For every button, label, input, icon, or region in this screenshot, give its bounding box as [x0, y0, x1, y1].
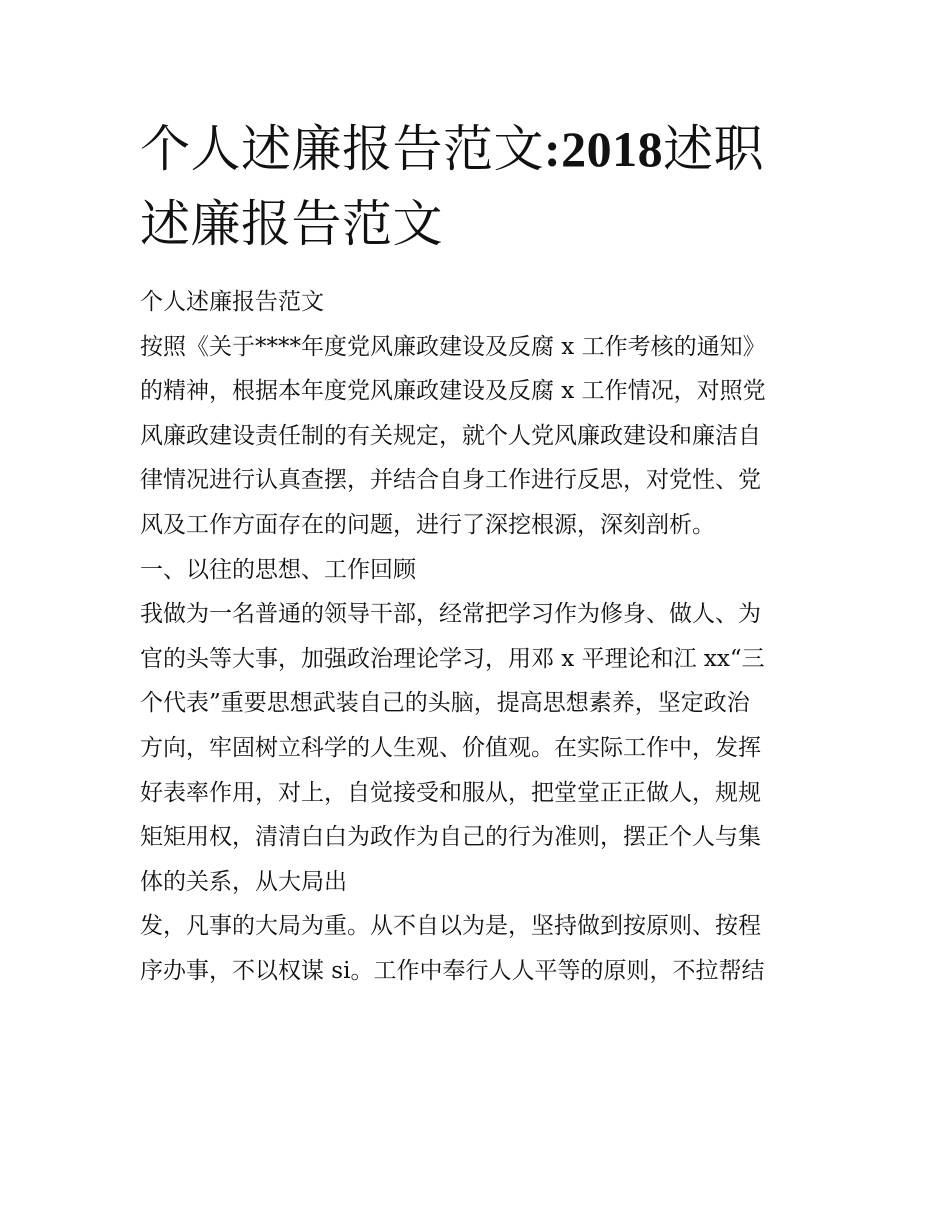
body-line: 矩矩用权，清清白白为政作为自己的行为准则，摆正个人与集 — [140, 824, 761, 851]
body-line: 发，凡事的大局为重。从不自以为是，坚持做到按原则、按程 — [140, 913, 761, 940]
body-line: 的精神，根据本年度党风廉政建设及反腐 x 工作情况，对照党 — [140, 378, 766, 405]
document-body — [140, 280, 830, 994]
body-line: 序办事，不以权谋 si。工作中奉行人人平等的原则，不拉帮结 — [140, 957, 765, 984]
body-line: 按照《关于****年度党风廉政建设及反腐 x 工作考核的通知》 — [140, 333, 766, 360]
title-line2: 述廉报告范文 — [140, 195, 443, 253]
body-line: 官的头等大事，加强政治理论学习，用邓 x 平理论和江 xx“三 — [140, 645, 765, 672]
body-line: 好表率作用，对上，自觉接受和服从，把堂堂正正做人，规规 — [140, 779, 761, 806]
body-line: 体的关系，从大局出 — [140, 868, 347, 895]
title-part1: 个人述廉报告范文 — [140, 120, 544, 178]
body-line: 风廉政建设责任制的有关规定，就个人党风廉政建设和廉洁自 — [140, 422, 761, 449]
section-heading: 一、以往的思想、工作回顾 — [140, 556, 416, 583]
body-line: 方向，牢固树立科学的人生观、价值观。在实际工作中，发挥 — [140, 734, 761, 761]
document-title — [140, 112, 820, 262]
title-year: :2018 — [544, 121, 664, 177]
body-line: 风及工作方面存在的问题，进行了深挖根源，深刻剖析。 — [140, 511, 715, 538]
body-line: 个人述廉报告范文 — [140, 289, 324, 315]
title-part2: 述职 — [663, 120, 765, 178]
body-line: 律情况进行认真查摆，并结合自身工作进行反思，对党性、党 — [140, 467, 761, 494]
body-line: 我做为一名普通的领导干部，经常把学习作为修身、做人、为 — [140, 601, 761, 628]
body-line: 个代表”重要思想武装自己的头脑，提高思想素养，坚定政治 — [140, 690, 750, 717]
